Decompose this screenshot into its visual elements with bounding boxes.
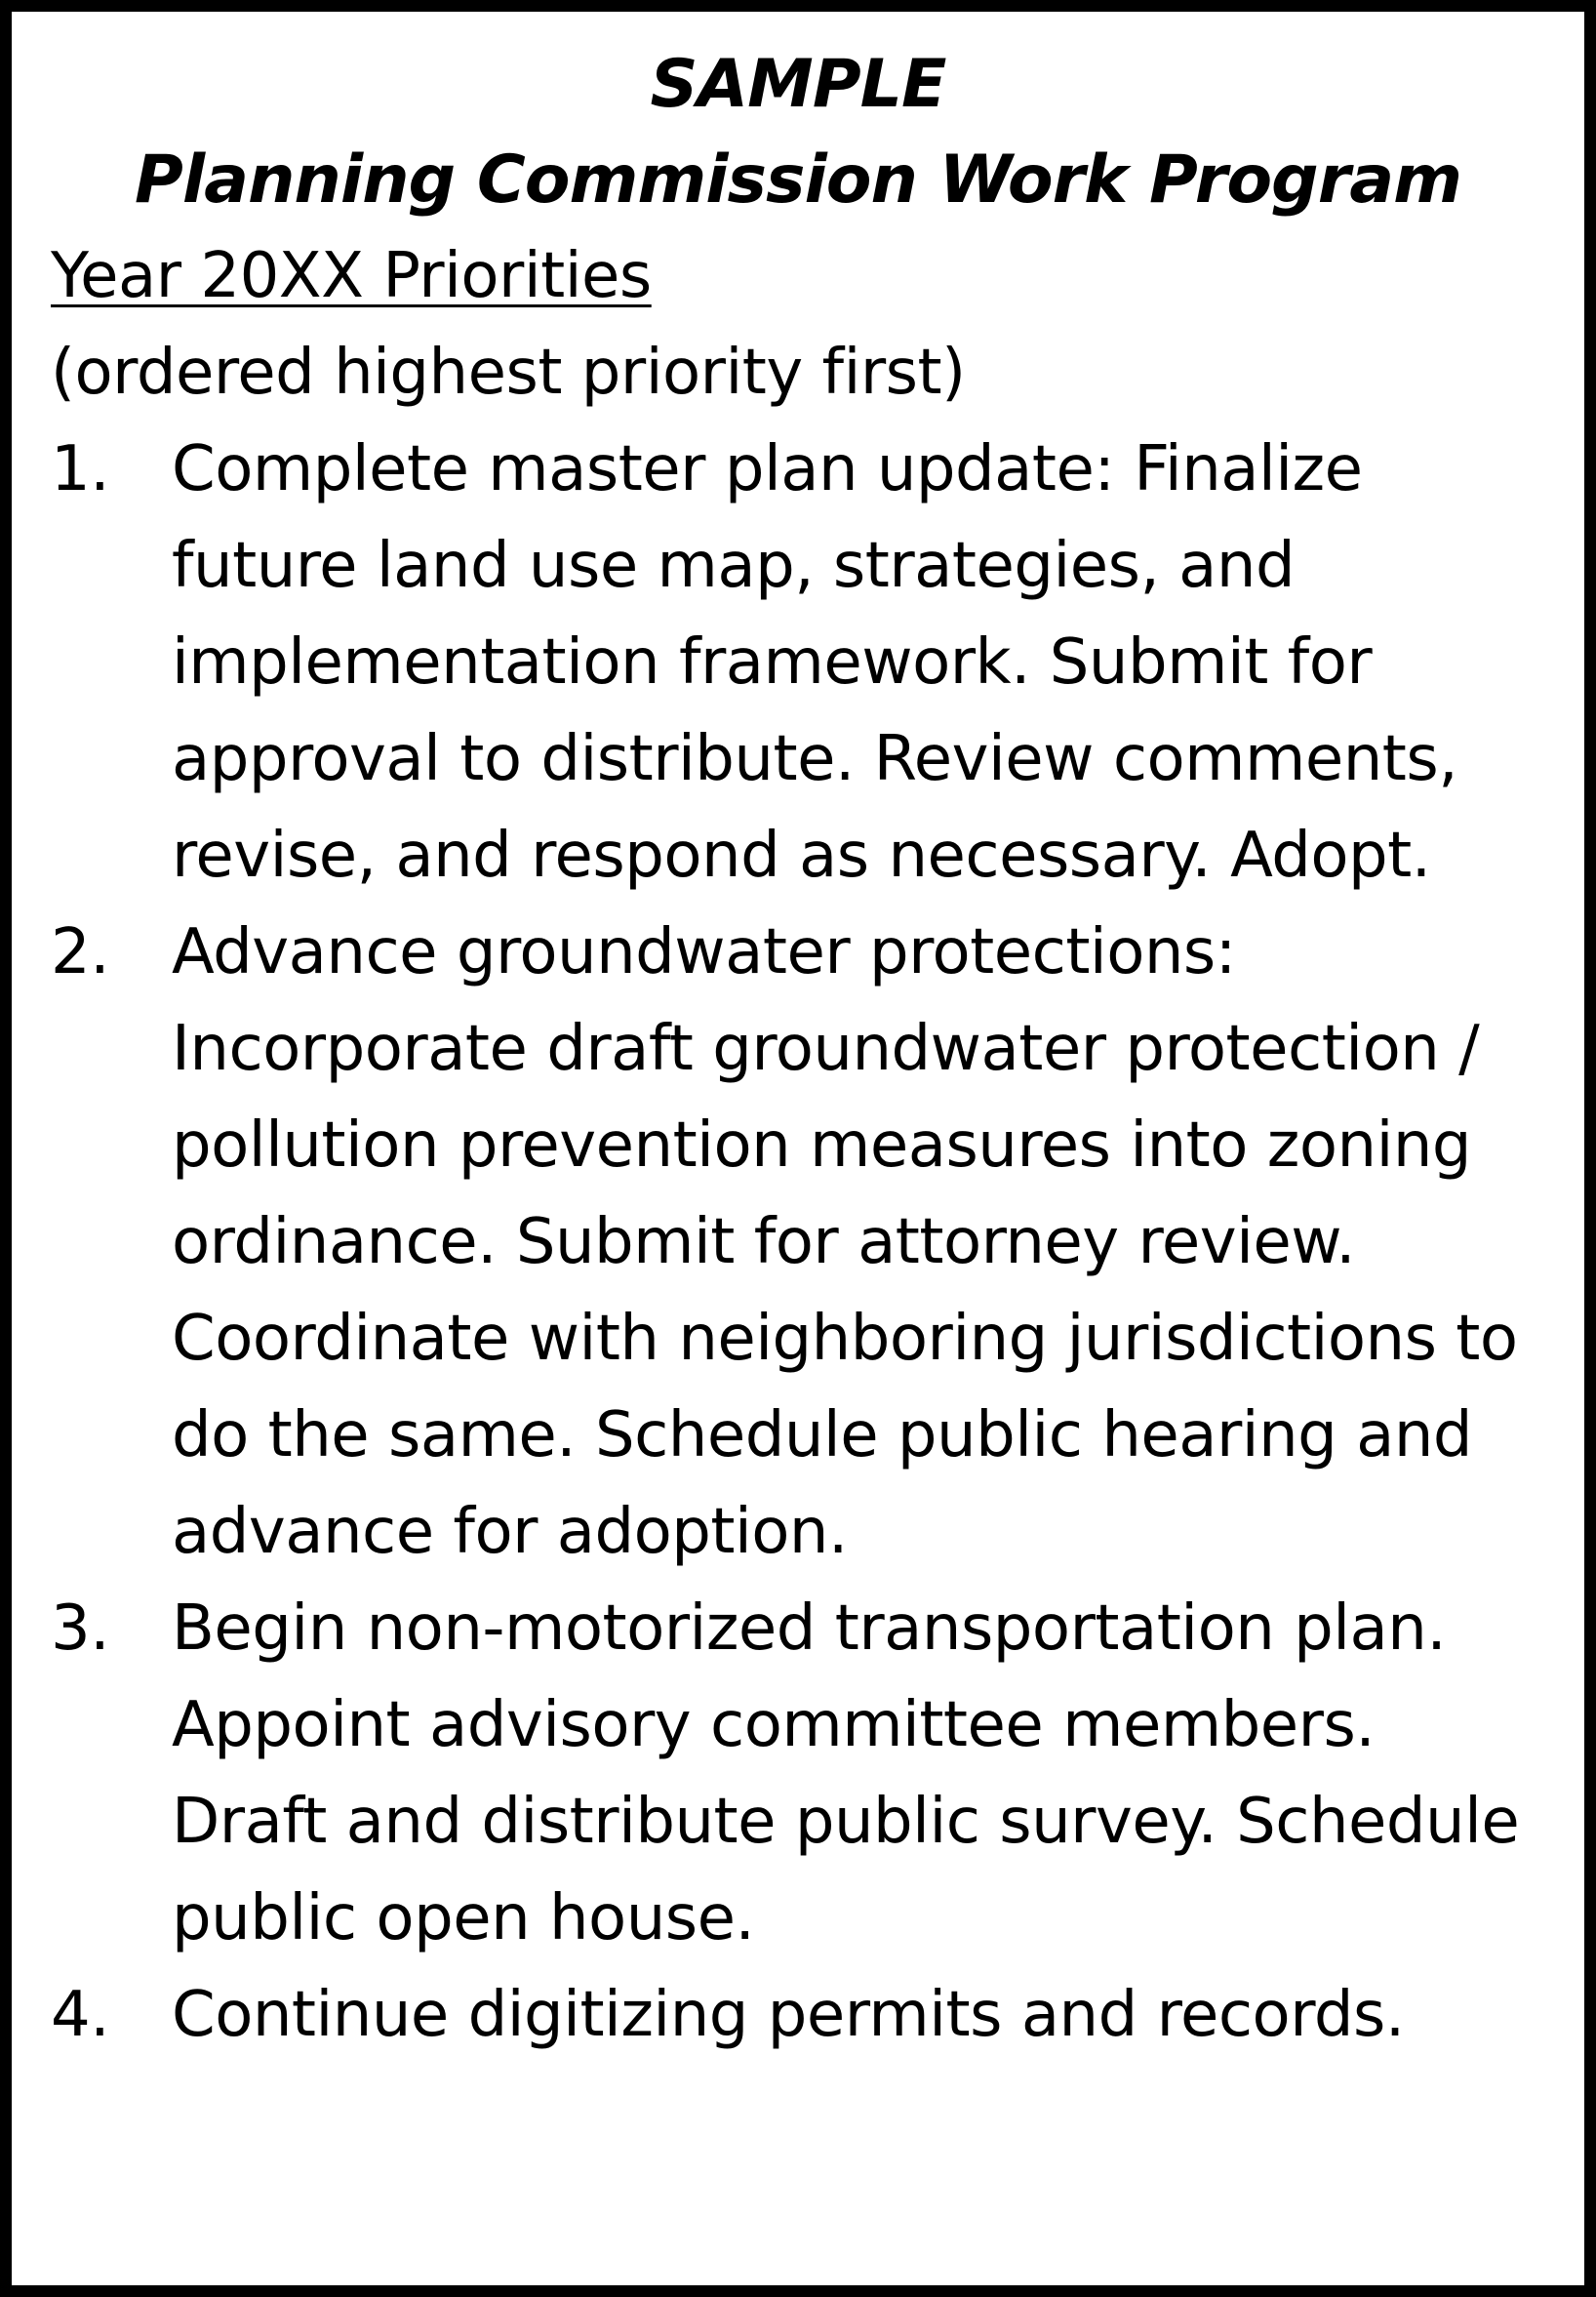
list-item bbox=[51, 905, 1545, 1581]
priority-list bbox=[51, 422, 1545, 2064]
document-title: Planning Commission Work Program bbox=[134, 141, 1461, 219]
document-title-sample: SAMPLE bbox=[650, 46, 946, 123]
list-item-text: Continue digitizing permits and records. bbox=[172, 1979, 1405, 2051]
list-item bbox=[51, 1967, 1545, 2064]
ordering-note: (ordered highest priority first) bbox=[51, 337, 966, 409]
list-item-number: 4. bbox=[51, 1979, 110, 2051]
list-item bbox=[51, 422, 1545, 905]
list-item-text: Advance groundwater protections: Incorporate draft groundwater protection / pollution prevention measures into zoning ordinance. Submit for attorney review. Coordinate with neighboring jurisdictions to do the same. Schedule public hearing and advance for adoption. bbox=[172, 916, 1518, 1568]
list-item-text: Complete master plan update: Finalize future land use map, strategies, and implementation framework. Submit for approval to distribute. Review comments, revise, and respond as necessary. Adopt. bbox=[172, 433, 1458, 892]
year-heading: Year 20XX Priorities bbox=[51, 240, 652, 312]
list-item-number: 3. bbox=[51, 1592, 110, 1665]
list-item-text: Begin non-motorized transportation plan. Appoint advisory committee members. Draft and distribute public survey. Schedule public open house. bbox=[172, 1592, 1520, 1954]
list-item-number: 2. bbox=[51, 916, 110, 988]
list-item bbox=[51, 1581, 1545, 1967]
list-item-number: 1. bbox=[51, 433, 110, 505]
